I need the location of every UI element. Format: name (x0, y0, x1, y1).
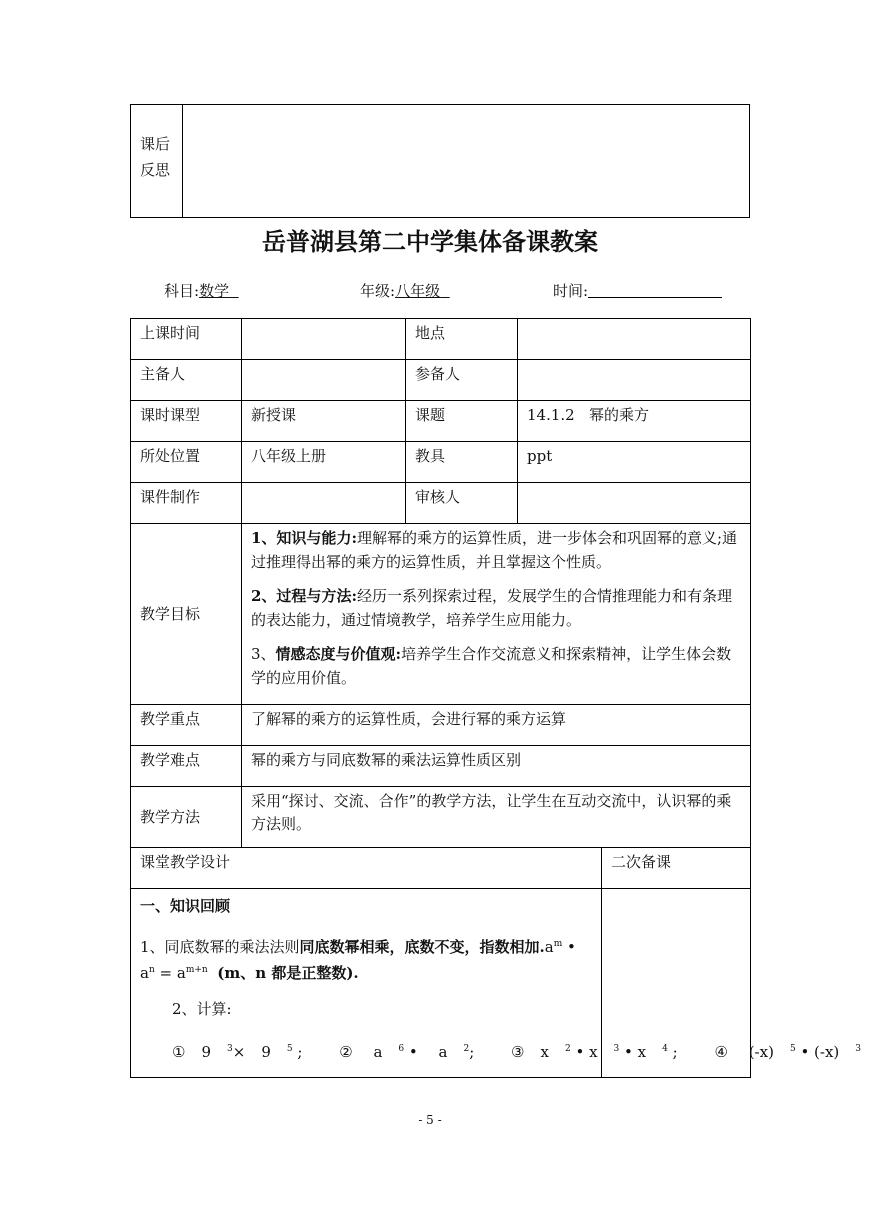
topic-label: 课题 (406, 401, 518, 442)
class-time-label: 上课时间 (131, 319, 242, 360)
table-row (131, 848, 751, 889)
courseware-label: 课件制作 (131, 483, 242, 524)
document-title: 岳普湖县第二中学集体备课教案 (262, 228, 598, 256)
participants-value (518, 360, 751, 401)
page-number: - 5 - (418, 1113, 442, 1127)
calc-heading: 2、计算: (172, 1000, 232, 1018)
expression-2: ② a $^6$ • a $^2$; (339, 1043, 475, 1061)
location-value (518, 319, 751, 360)
goals-content (242, 524, 751, 705)
aids-value: ppt (518, 442, 751, 483)
table-row (131, 524, 751, 705)
goal-knowledge: 1、知识与能力:理解幂的乘方的运算性质，进一步体会和巩固幂的意义;通过推理得出幂的乘方的运算性质，并且掌握这个性质。 (251, 529, 738, 571)
key-point-value: 了解幂的乘方的运算性质，会进行幂的乘方运算 (242, 705, 751, 746)
lesson-type-label: 课时课型 (131, 401, 242, 442)
participants-label: 参备人 (406, 360, 518, 401)
table-row (131, 483, 751, 524)
goal-process: 2、过程与方法:经历一系列探索过程，发展学生的合情推理能力和有条理的表达能力，通过情境教学，培养学生应用能力。 (251, 587, 732, 629)
difficulty-label: 教学难点 (131, 746, 242, 787)
lead-value (242, 360, 406, 401)
aids-label: 教具 (406, 442, 518, 483)
reflection-label: 课后 反思 (131, 105, 183, 217)
expression-3: ③ x $^2$ • x $^3$ • x $^4$ ; (511, 1043, 678, 1061)
position-label: 所处位置 (131, 442, 242, 483)
goal-attitude: 3、情感态度与价值观:培养学生合作交流意义和探索精神，让学生体会数学的应用价值。 (251, 645, 732, 687)
table-row (131, 705, 751, 746)
table-row (131, 746, 751, 787)
reflection-content (183, 105, 749, 217)
key-point-label: 教学重点 (131, 705, 242, 746)
table-row (131, 401, 751, 442)
table-row (131, 319, 751, 360)
design-header: 课堂教学设计 (131, 848, 602, 889)
reviewer-label: 审核人 (406, 483, 518, 524)
method-label: 教学方法 (131, 787, 242, 848)
multiplication-rule-formula: $a^n = a^{m+n}$ (m、n 都是正整数). (140, 964, 359, 982)
subject-field: 科目:数学 (164, 282, 230, 300)
position-value: 八年级上册 (242, 442, 406, 483)
time-field: 时间: (553, 281, 722, 301)
lead-label: 主备人 (131, 360, 242, 401)
expression-1: ① 9 $^3$× 9 $^5$ ; (172, 1043, 303, 1061)
goals-label: 教学目标 (131, 524, 242, 705)
class-time-value (242, 319, 406, 360)
previous-reflection-table (130, 104, 750, 218)
topic-value: 14.1.2 幂的乘方 (518, 401, 751, 442)
subject-value: 数学 (199, 282, 230, 300)
method-value: 采用“探讨、交流、合作”的教学方法，让学生在互动交流中，认识幂的乘方法则。 (242, 787, 751, 848)
multiplication-rule: 1、同底数幂的乘法法则同底数幂相乘，底数不变，指数相加$.a^m$ • (140, 938, 576, 956)
design-content (131, 889, 862, 1078)
section-heading: 一、知识回顾 (140, 897, 231, 915)
table-row (131, 889, 751, 1078)
lesson-type-value: 新授课 (242, 401, 406, 442)
table-row (131, 787, 751, 848)
table-row (131, 442, 751, 483)
courseware-value (242, 483, 406, 524)
difficulty-value: 幂的乘方与同底数幂的乘法运算性质区别 (242, 746, 751, 787)
grade-field: 年级:八年级 (360, 282, 441, 300)
second-prep-header: 二次备课 (602, 848, 751, 889)
location-label: 地点 (406, 319, 518, 360)
expression-4: ④ (-x) $^5$ • (-x) $^3$ (714, 1043, 862, 1061)
table-row (131, 360, 751, 401)
grade-value: 八年级 (395, 282, 441, 300)
lesson-plan-table (130, 318, 862, 1078)
time-blank (588, 282, 722, 298)
reviewer-value (518, 483, 751, 524)
calc-expressions (140, 1041, 862, 1064)
